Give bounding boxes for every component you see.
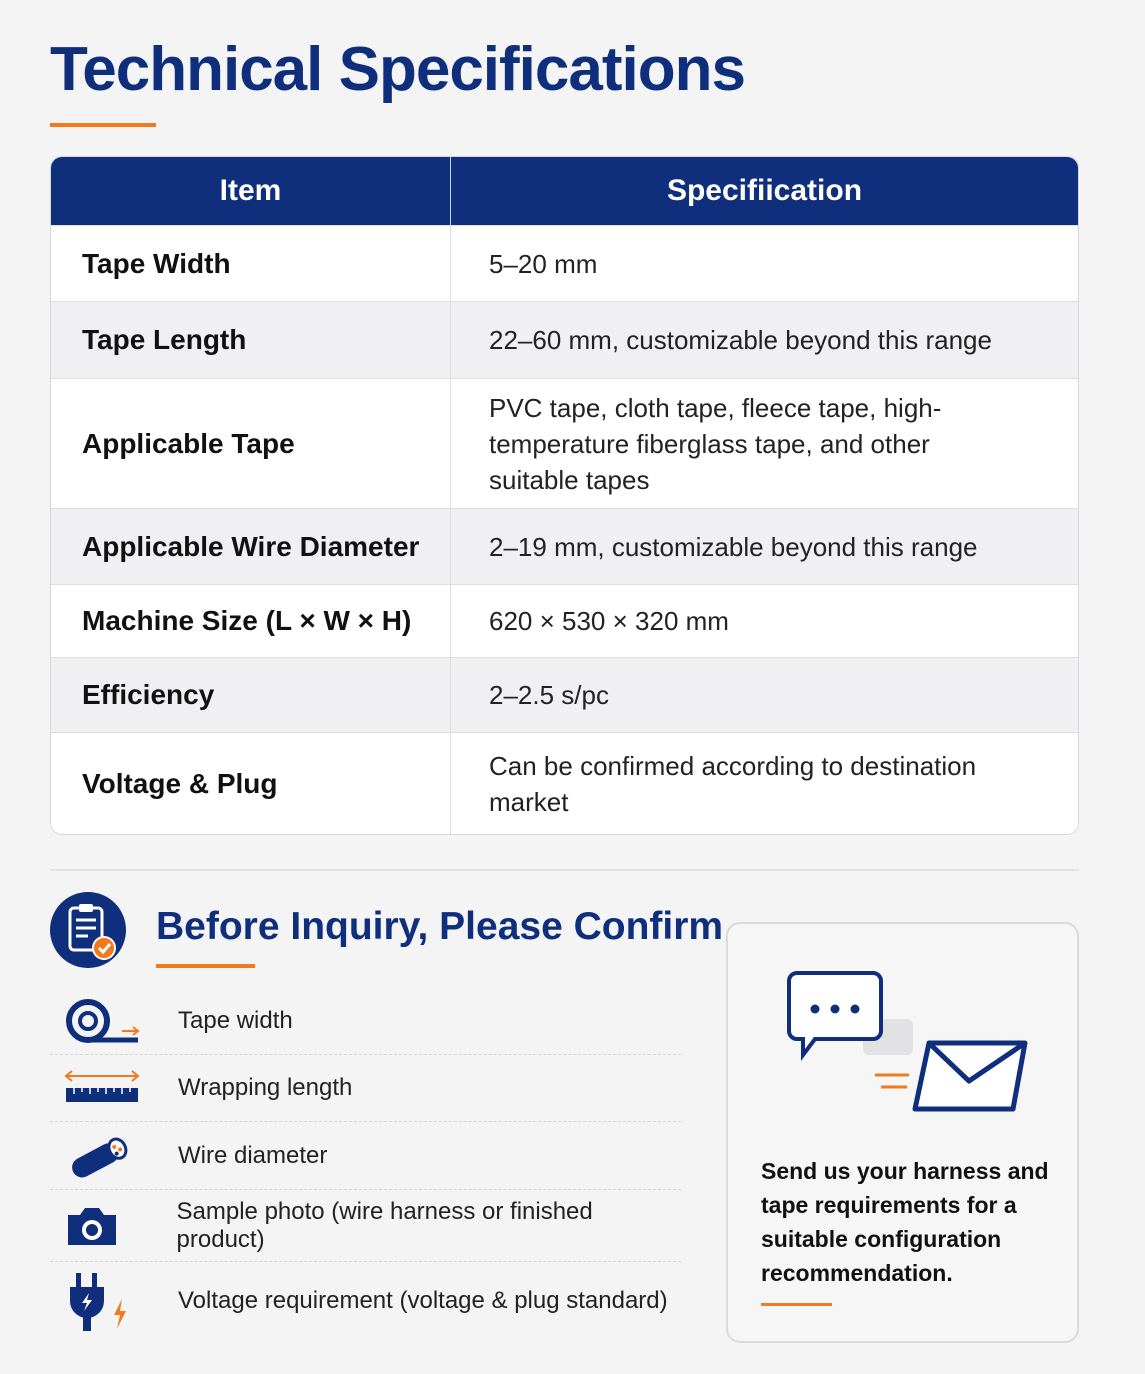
table-row [51,508,1078,584]
row-item: Applicable Wire Diameter [51,509,451,584]
header-spec: Specifiication [666,174,863,207]
page-title: Technical Specifications [50,35,745,104]
table-row [51,225,1078,301]
item-label: Wrapping length [178,1074,353,1101]
row-spec: 2–2.5 s/pc [489,680,609,710]
row-spec: 620 × 530 × 320 mm [489,606,729,636]
row-item: Voltage & Plug [51,733,451,834]
row-spec: PVC tape, cloth tape, fleece tape, high-temperature fiberglass tape, and other suitable tapes [489,392,942,495]
spec-table [50,156,1079,835]
title-underline [50,123,156,127]
row-item: Efficiency [51,658,451,732]
header-item: Item [51,157,451,225]
row-item: Applicable Tape [51,379,451,508]
wire-icon [50,1122,178,1189]
item-label: Tape width [178,1007,293,1034]
confirm-title: Before Inquiry, Please Confirm [156,905,724,948]
row-spec: 22–60 mm, customizable beyond this range [489,325,992,355]
row-spec: 5–20 mm [489,248,598,279]
table-row [51,732,1078,834]
row-spec: Can be confirmed according to destination market [489,750,977,817]
table-row [51,584,1078,657]
list-item [50,1190,681,1262]
row-item: Machine Size (L × W × H) [51,585,451,657]
confirm-underline [156,964,255,968]
camera-icon [50,1190,177,1261]
table-row [51,301,1078,378]
section-divider [50,869,1079,871]
table-row [51,378,1078,508]
list-item [50,1122,681,1190]
plug-icon [50,1262,178,1340]
row-spec: 2–19 mm, customizable beyond this range [489,531,978,562]
item-label: Wire diameter [178,1141,328,1169]
item-label: Sample photo (wire harness or finished product) [176,1197,593,1253]
ruler-icon [50,1055,178,1121]
row-item: Tape Width [51,226,451,301]
item-label: Voltage requirement (voltage & plug standard) [178,1287,668,1314]
confirm-list [50,988,681,1340]
contact-message: Send us your harness and tape requirements for a suitable configuration recommendation. [761,1158,1049,1286]
contact-illustration [783,969,1033,1124]
table-header [51,157,1078,225]
envelope-icon [915,1043,1025,1109]
chat-bubble-icon [789,973,913,1055]
list-item [50,988,681,1055]
row-item: Tape Length [51,302,451,378]
table-row [51,657,1078,732]
list-item [50,1055,681,1122]
list-item [50,1262,681,1340]
contact-underline [761,1303,832,1306]
clipboard-check-icon [50,892,126,968]
tape-roll-icon [50,988,178,1054]
contact-card [726,922,1079,1343]
